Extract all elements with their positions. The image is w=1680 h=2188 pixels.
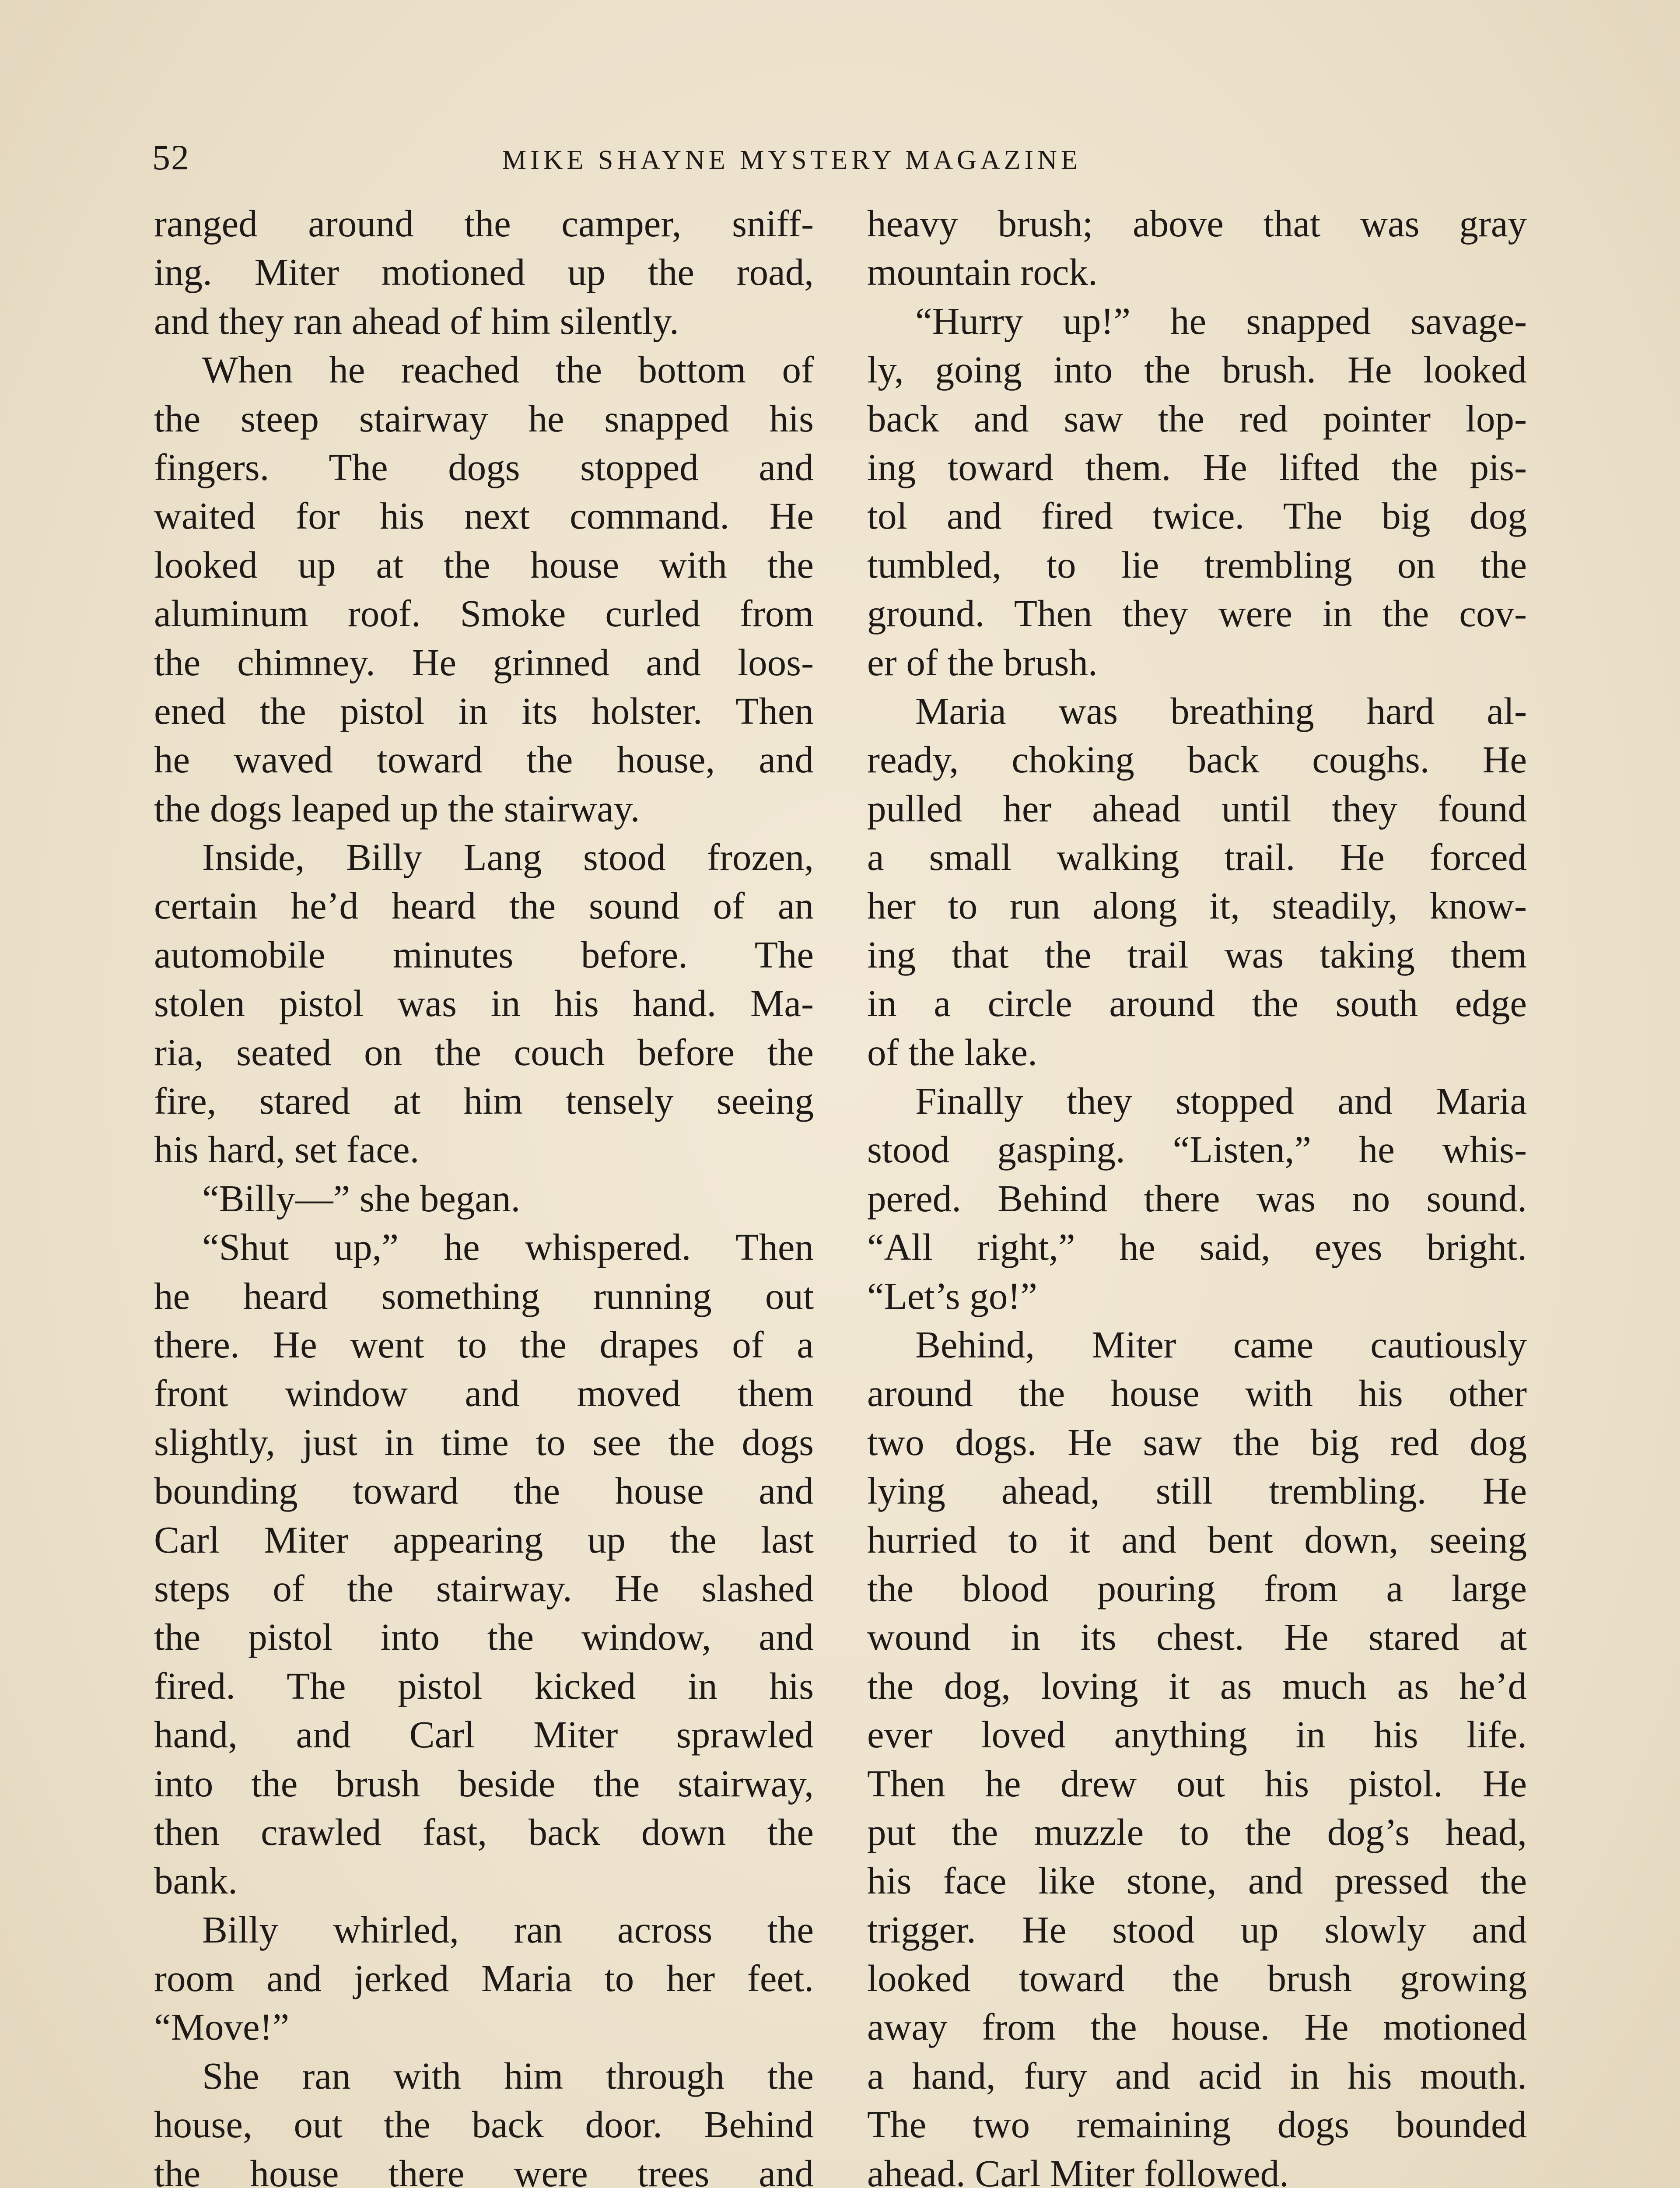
text-line: his face like stone, and pressed the bbox=[867, 1859, 1527, 1902]
text-line: waited for his next command. He bbox=[154, 494, 814, 537]
text-line: ready, choking back coughs. He bbox=[867, 738, 1527, 781]
text-column-right bbox=[867, 199, 1527, 2188]
text-line: pulled her ahead until they found bbox=[867, 787, 1527, 830]
text-line: “Let’s go!” bbox=[867, 1274, 1037, 1317]
text-line: ing that the trail was taking them bbox=[867, 933, 1527, 976]
text-line: lying ahead, still trembling. He bbox=[867, 1469, 1527, 1512]
text-line: house, out the back door. Behind bbox=[154, 2103, 814, 2146]
text-line: he heard something running out bbox=[154, 1274, 814, 1317]
text-line: tumbled, to lie trembling on the bbox=[867, 543, 1527, 586]
text-line: trigger. He stood up slowly and bbox=[867, 1908, 1527, 1951]
text-line: her to run along it, steadily, know- bbox=[867, 884, 1527, 927]
text-line: ranged around the camper, sniff- bbox=[154, 202, 814, 245]
text-line: front window and moved them bbox=[154, 1372, 814, 1415]
text-line: “Hurry up!” he snapped savage- bbox=[915, 299, 1527, 342]
text-line: bounding toward the house and bbox=[154, 1469, 814, 1512]
text-line: The two remaining dogs bounded bbox=[867, 2103, 1527, 2146]
text-line: stolen pistol was in his hand. Ma- bbox=[154, 982, 814, 1025]
text-line: ever loved anything in his life. bbox=[867, 1713, 1527, 1756]
text-line: of the lake. bbox=[867, 1031, 1037, 1073]
text-line: ing. Miter motioned up the road, bbox=[154, 251, 814, 294]
text-line: and they ran ahead of him silently. bbox=[154, 299, 679, 342]
text-line: Maria was breathing hard al- bbox=[915, 689, 1527, 732]
text-line: “All right,” he said, eyes bright. bbox=[867, 1226, 1527, 1269]
text-line: “Shut up,” he whispered. Then bbox=[202, 1226, 814, 1269]
page-number: 52 bbox=[152, 137, 190, 177]
text-line: ened the pistol in its holster. Then bbox=[154, 689, 814, 732]
text-line: mountain rock. bbox=[867, 251, 1098, 294]
text-line: “Move!” bbox=[154, 2006, 290, 2048]
page-header bbox=[152, 131, 1255, 184]
text-line: a hand, fury and acid in his mouth. bbox=[867, 2054, 1527, 2097]
text-line: fire, stared at him tensely seeing bbox=[154, 1080, 814, 1122]
running-title: MIKE SHAYNE MYSTERY MAGAZINE bbox=[502, 145, 1082, 175]
text-line: aluminum roof. Smoke curled from bbox=[154, 592, 814, 635]
text-line: room and jerked Maria to her feet. bbox=[154, 1957, 814, 2000]
text-line: looked up at the house with the bbox=[154, 543, 814, 586]
text-line: steps of the stairway. He slashed bbox=[154, 1567, 814, 1609]
text-line: bank. bbox=[154, 1859, 238, 1902]
text-line: around the house with his other bbox=[867, 1372, 1527, 1415]
text-line: heavy brush; above that was gray bbox=[867, 202, 1527, 245]
text-line: Billy whirled, ran across the bbox=[202, 1908, 814, 1951]
text-line: the pistol into the window, and bbox=[154, 1616, 814, 1659]
text-line: ahead. Carl Miter followed. bbox=[867, 2152, 1289, 2188]
text-line: certain he’d heard the sound of an bbox=[154, 884, 814, 927]
text-line: Inside, Billy Lang stood frozen, bbox=[202, 836, 814, 879]
text-line: two dogs. He saw the big red dog bbox=[867, 1420, 1527, 1463]
text-line: She ran with him through the bbox=[202, 2054, 814, 2097]
text-line: into the brush beside the stairway, bbox=[154, 1762, 814, 1805]
text-line: ly, going into the brush. He looked bbox=[867, 348, 1527, 391]
text-line: he waved toward the house, and bbox=[154, 738, 814, 781]
text-line: Carl Miter appearing up the last bbox=[154, 1518, 814, 1561]
text-line: automobile minutes before. The bbox=[154, 933, 814, 976]
text-line: ground. Then they were in the cov- bbox=[867, 592, 1527, 635]
text-line: hand, and Carl Miter sprawled bbox=[154, 1713, 814, 1756]
text-line: tol and fired twice. The big dog bbox=[867, 494, 1527, 537]
text-line: Then he drew out his pistol. He bbox=[867, 1762, 1527, 1805]
text-line: fingers. The dogs stopped and bbox=[154, 445, 814, 488]
text-line: Behind, Miter came cautiously bbox=[915, 1323, 1527, 1366]
text-line: wound in its chest. He stared at bbox=[867, 1616, 1527, 1659]
text-line: his hard, set face. bbox=[154, 1128, 420, 1171]
text-line: “Billy—” she began. bbox=[202, 1177, 521, 1220]
text-line: the blood pouring from a large bbox=[867, 1567, 1527, 1609]
text-line: back and saw the red pointer lop- bbox=[867, 397, 1527, 440]
text-line: stood gasping. “Listen,” he whis- bbox=[867, 1128, 1527, 1171]
text-line: there. He went to the drapes of a bbox=[154, 1323, 814, 1366]
text-line: ing toward them. He lifted the pis- bbox=[867, 445, 1527, 488]
text-line: looked toward the brush growing bbox=[867, 1957, 1527, 2000]
text-line: slightly, just in time to see the dogs bbox=[154, 1420, 814, 1463]
text-line: away from the house. He motioned bbox=[867, 2006, 1527, 2048]
text-line: the steep stairway he snapped his bbox=[154, 397, 814, 440]
text-line: fired. The pistol kicked in his bbox=[154, 1664, 814, 1707]
text-line: the dog, loving it as much as he’d bbox=[867, 1664, 1527, 1707]
text-line: the dogs leaped up the stairway. bbox=[154, 787, 640, 830]
text-line: When he reached the bottom of bbox=[202, 348, 814, 391]
text-line: the chimney. He grinned and loos- bbox=[154, 641, 814, 684]
text-line: put the muzzle to the dog’s head, bbox=[867, 1810, 1527, 1853]
text-line: pered. Behind there was no sound. bbox=[867, 1177, 1527, 1220]
text-column-left bbox=[154, 199, 814, 2188]
text-line: then crawled fast, back down the bbox=[154, 1810, 814, 1853]
text-line: er of the brush. bbox=[867, 641, 1098, 684]
text-line: hurried to it and bent down, seeing bbox=[867, 1518, 1527, 1561]
text-line: in a circle around the south edge bbox=[867, 982, 1527, 1025]
text-line: Finally they stopped and Maria bbox=[915, 1080, 1527, 1122]
text-line: ria, seated on the couch before the bbox=[154, 1031, 814, 1073]
text-line: a small walking trail. He forced bbox=[867, 836, 1527, 879]
text-line: the house there were trees and bbox=[154, 2152, 814, 2188]
